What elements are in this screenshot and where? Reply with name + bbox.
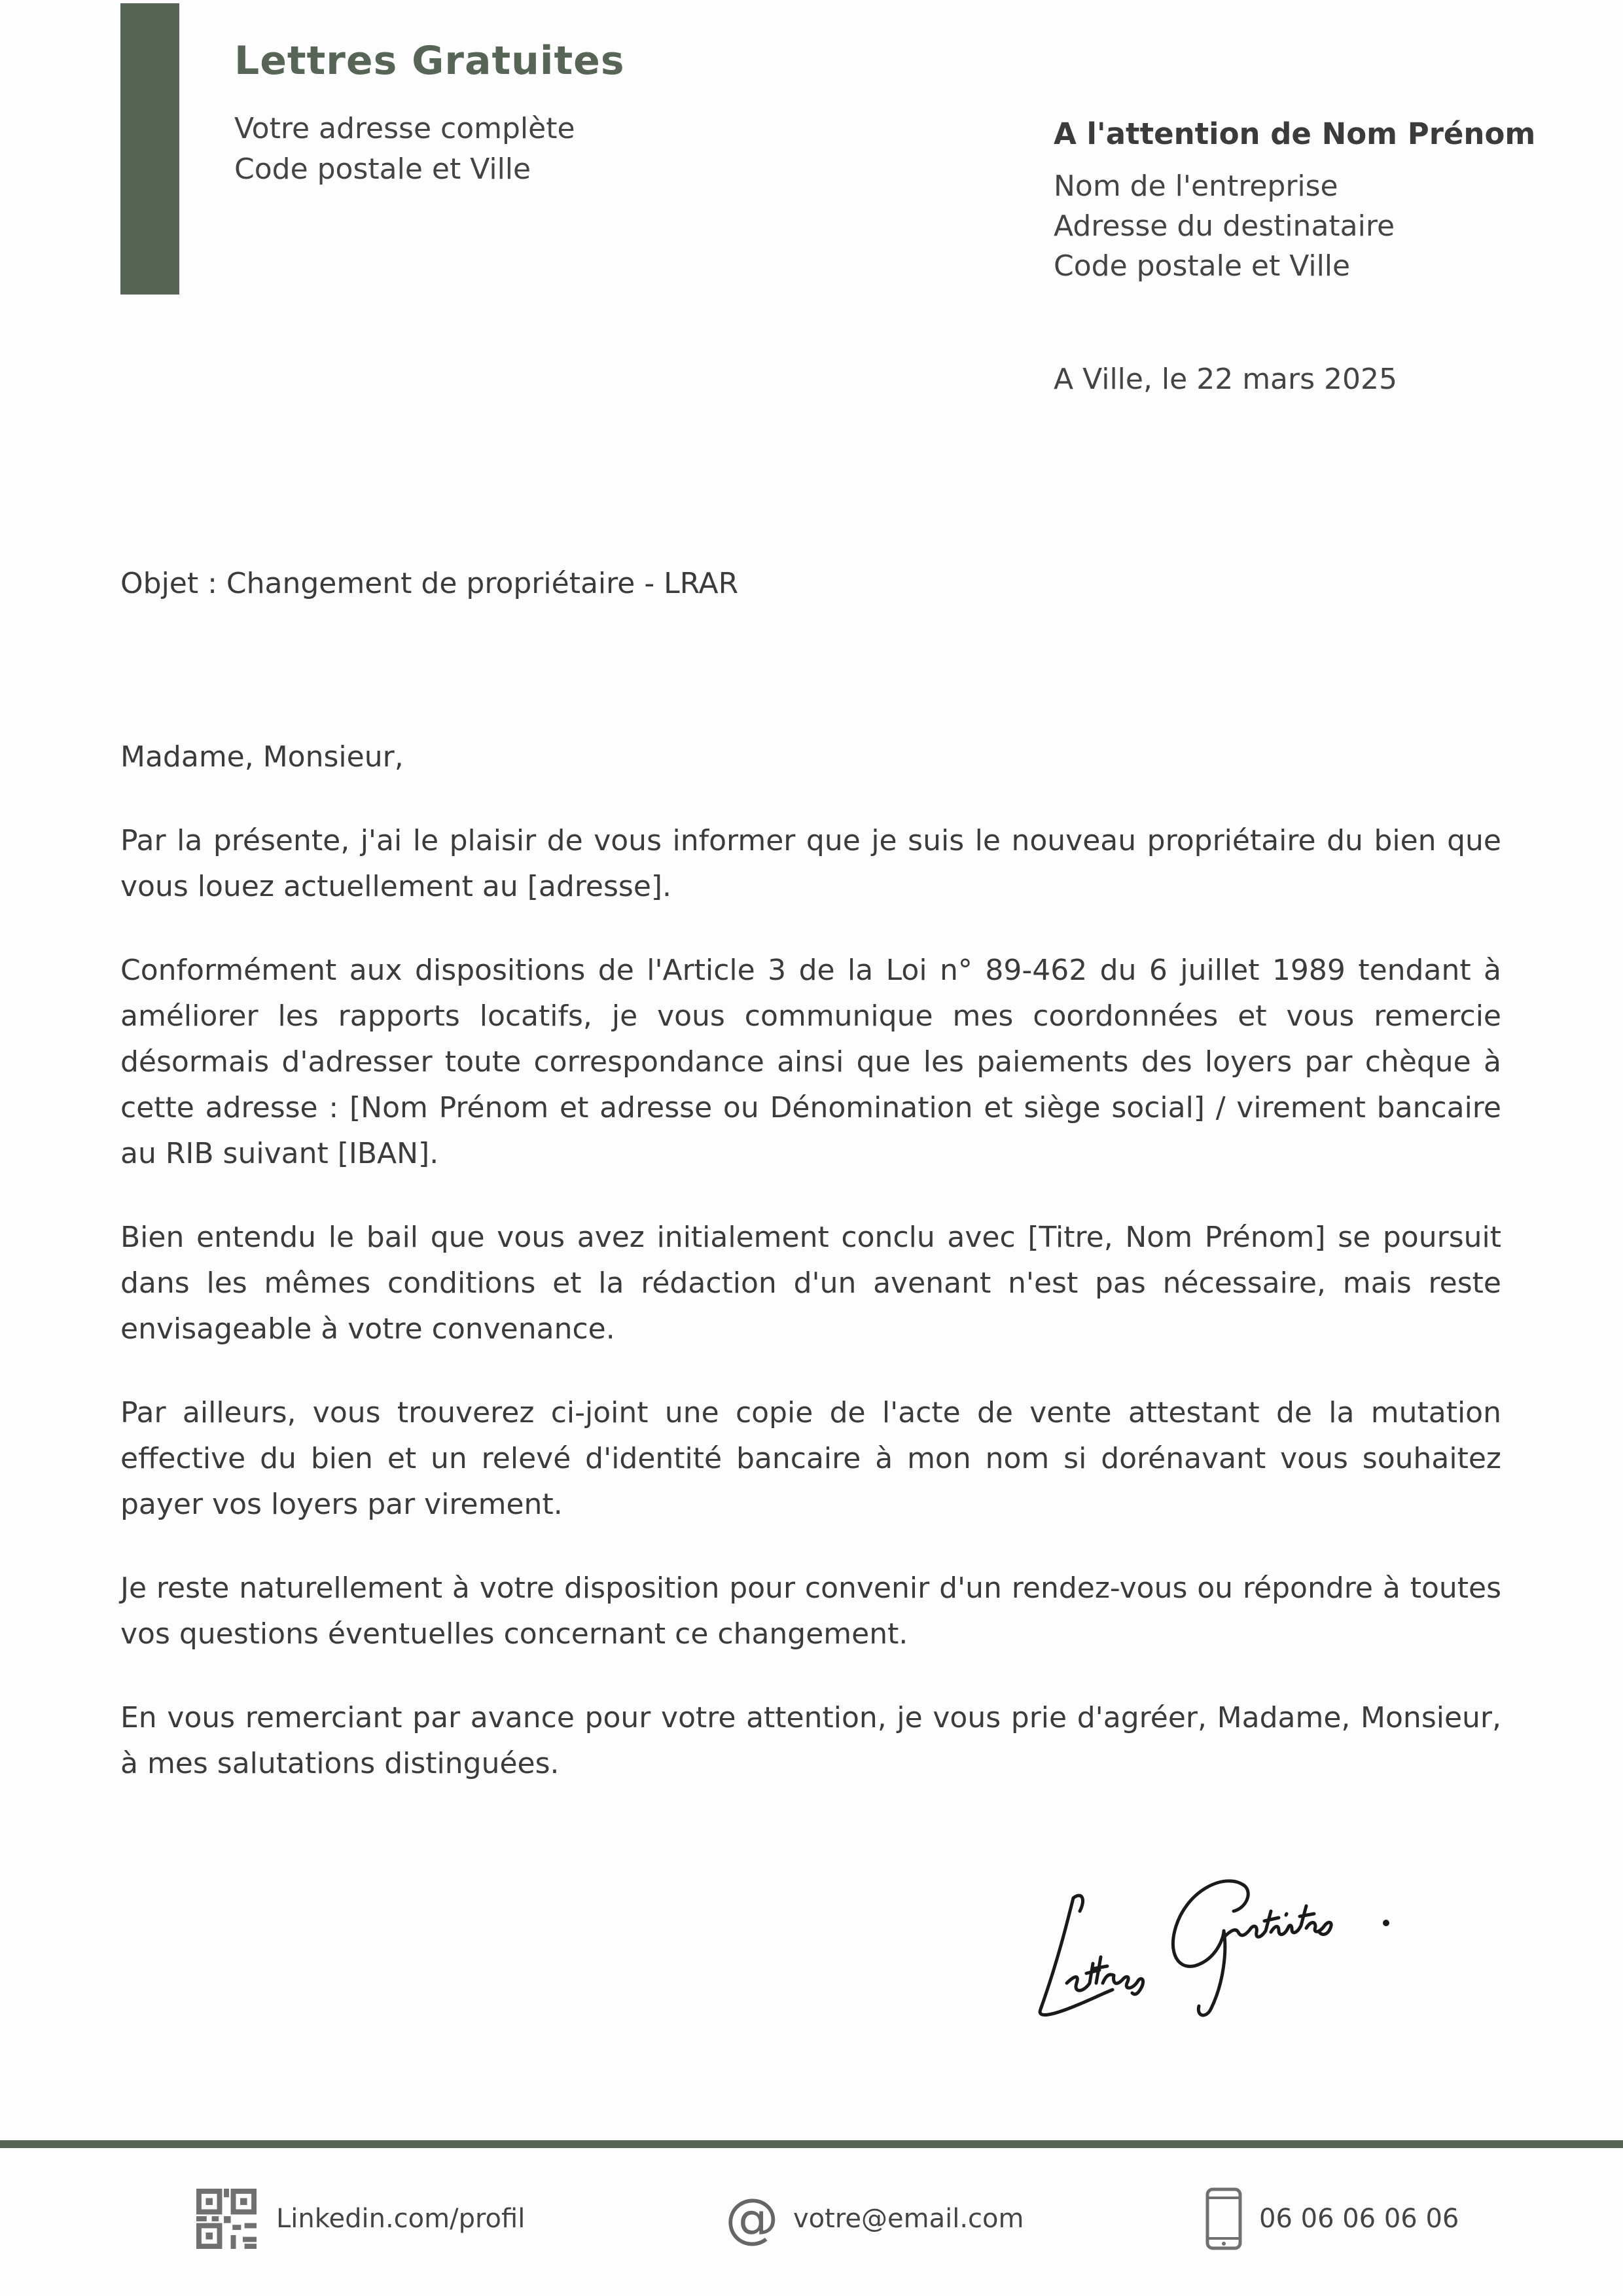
body-paragraph: Par la présente, j'ai le plaisir de vous informer que je suis le nouveau propriétaire du bien que vous louez actuellement au [adresse].	[120, 824, 1501, 903]
email-link[interactable]: votre@email.com	[793, 2204, 1024, 2234]
body-paragraph: Conformément aux dispositions de l'Article 3 de la Loi n° 89-462 du 6 juillet 1989 tendant à améliorer les rapports locatifs, je vous communique mes coordonnées et vous remercie désormais d'adresser toute correspondance ainsi que les paiements des loyers par chèque à cette adresse : [Nom Prénom et adresse ou Dénomination et siège social] / virement bancaire au RIB suivant [IBAN].	[120, 954, 1501, 1170]
footer-phone	[1205, 2186, 1459, 2251]
sender-name: Lettres Gratuites	[234, 38, 625, 84]
at-sign-icon: @	[725, 2187, 779, 2250]
body-paragraph: Bien entendu le bail que vous avez initialement conclu avec [Titre, Nom Prénom] se poursuit dans les mêmes conditions et la rédaction d'un avenant n'est pas nécessaire, mais reste envisageable à votre convenance.	[120, 1221, 1501, 1346]
footer-linkedin	[196, 2186, 525, 2251]
handwritten-signature	[1027, 1859, 1420, 2029]
recipient-address: Adresse du destinataire	[1054, 209, 1395, 243]
closing-paragraph: En vous remerciant par avance pour votre attention, je vous prie d'agréer, Madame, Monsieur, à mes salutations distinguées.	[120, 1701, 1501, 1780]
date-line: A Ville, le 22 mars 2025	[1054, 363, 1397, 396]
recipient-attention: A l'attention de Nom Prénom	[1054, 117, 1536, 151]
mobile-phone-icon	[1205, 2187, 1242, 2250]
sender-city-line: Code postale et Ville	[234, 152, 531, 186]
body-paragraph: Par ailleurs, vous trouverez ci-joint une copie de l'acte de vente attestant de la mutation effective du bien et un relevé d'identité bancaire à mon nom si dorénavant vous souhaitez payer vos loyers par virement.	[120, 1396, 1501, 1521]
phone-number[interactable]: 06 06 06 06 06	[1259, 2204, 1459, 2234]
footer-divider	[0, 2140, 1623, 2148]
header-accent-bar	[120, 3, 179, 295]
recipient-city: Code postale et Ville	[1054, 249, 1351, 283]
letter-body	[120, 734, 1501, 1825]
body-paragraph: Je reste naturellement à votre disposition pour convenir d'un rendez-vous ou répondre à toutes vos questions éventuelles concernant ce changement.	[120, 1571, 1501, 1651]
linkedin-link[interactable]: Linkedin.com/profil	[276, 2204, 526, 2234]
sender-address	[234, 109, 575, 190]
recipient-block	[1054, 114, 1535, 286]
letter-subject: Objet : Changement de propriétaire - LRAR	[120, 567, 739, 600]
qr-code-icon	[196, 2189, 257, 2249]
sender-address-line: Votre adresse complète	[234, 112, 575, 145]
footer-email	[725, 2186, 1024, 2251]
salutation: Madame, Monsieur,	[120, 740, 404, 774]
recipient-company: Nom de l'entreprise	[1054, 170, 1338, 203]
